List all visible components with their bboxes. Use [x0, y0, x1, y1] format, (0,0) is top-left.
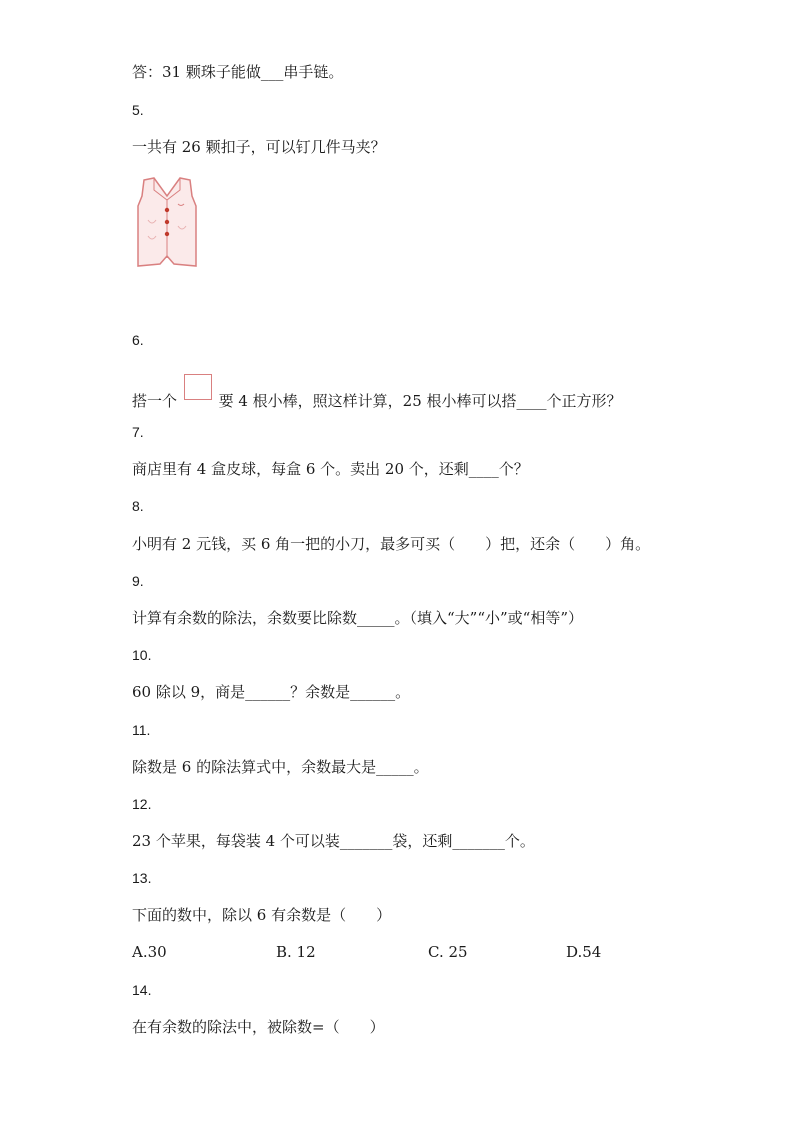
question-number-14: 14.: [132, 982, 152, 998]
question-8-text: 小明有 2 元钱，买 6 角一把的小刀，最多可买（ ）把，还余（ ）角。: [132, 535, 651, 553]
question-6-line: [132, 384, 622, 411]
option-c: C. 25: [428, 943, 468, 961]
answer-line-4: 答：31 颗珠子能做___串手链。: [132, 63, 344, 81]
question-number-13: 13.: [132, 870, 152, 886]
question-number-9: 9.: [132, 573, 144, 589]
question-14-text: 在有余数的除法中，被除数=（ ）: [132, 1018, 385, 1036]
question-number-11: 11.: [132, 722, 151, 738]
question-number-8: 8.: [132, 498, 144, 514]
question-11-text: 除数是 6 的除法算式中，余数最大是_____。: [132, 758, 429, 776]
question-number-6: 6.: [132, 332, 144, 348]
option-b: B. 12: [276, 943, 316, 961]
square-icon: [184, 374, 212, 400]
question-6-text-b: 要 4 根小棒，照这样计算，25 根小棒可以搭____个正方形？: [218, 392, 622, 410]
question-12-text: 23 个苹果，每袋装 4 个可以装_______袋，还剩_______个。: [132, 832, 535, 850]
question-13-text: 下面的数中，除以 6 有余数是（ ）: [132, 906, 392, 924]
option-a: A.30: [132, 943, 167, 961]
question-9-text: 计算有余数的除法，余数要比除数_____。（填入“大”“小”或“相等”）: [132, 609, 584, 627]
question-7-text: 商店里有 4 盒皮球，每盒 6 个。卖出 20 个，还剩____个？: [132, 460, 529, 478]
vest-image: [134, 176, 200, 272]
question-number-7: 7.: [132, 424, 144, 440]
question-number-12: 12.: [132, 796, 152, 812]
question-6-text-a: 搭一个: [132, 392, 178, 410]
question-number-10: 10.: [132, 647, 152, 663]
option-d: D.54: [566, 943, 602, 961]
question-5-text: 一共有 26 颗扣子，可以钉几件马夹？: [132, 138, 386, 156]
question-10-text: 60 除以 9，商是______？余数是______。: [132, 683, 411, 701]
question-number-5: 5.: [132, 102, 144, 118]
